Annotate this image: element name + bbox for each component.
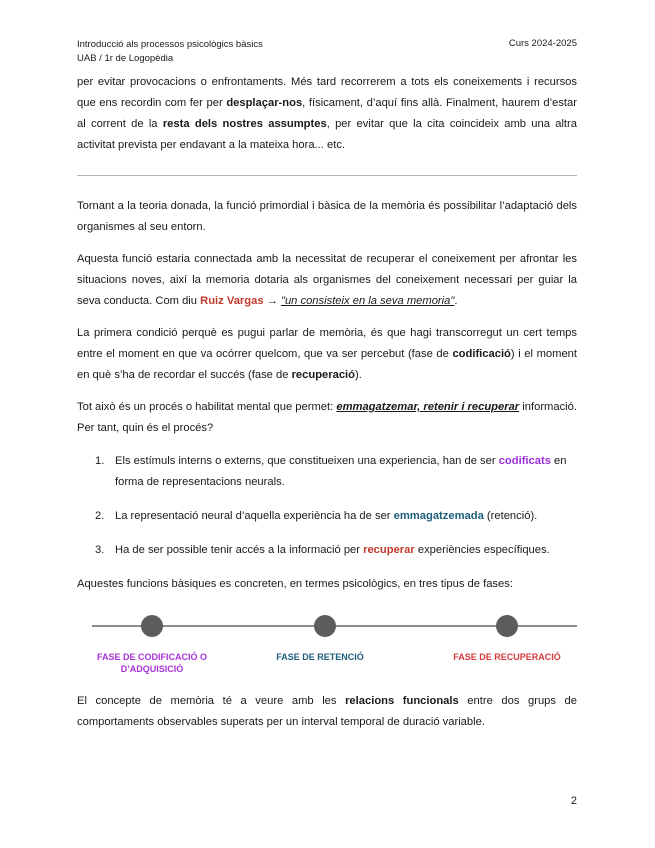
phase-label-retrieval: FASE DE RECUPERACIÓ [453,652,561,662]
paragraph-function [77,249,577,312]
list-number: 2. [95,510,105,522]
text: ). [355,369,362,381]
text: entre dos grups de comportaments observables superats per un interval temporal de duració variable. [77,695,577,728]
phase-label-coding: FASE DE CODIFICACIÓ O D’ADQUISICIÓ [96,652,207,674]
course-year: Curs 2024-2025 [508,38,577,49]
text: Aquesta funció estaria connectada amb la necessitat de recuperar el coneixement per afrontar les situacions noves, així la memoria dotaria als organismes del coneixement necessari per guiar la seva conducta. Com diu [77,253,577,307]
timeline-dot-retention [314,615,336,637]
bold-text: resta dels nostres assumptes [162,118,327,130]
text: La representació neural d’aquella experiència ha de ser [115,510,394,522]
list-item [77,506,577,527]
timeline-dot-coding [141,615,163,637]
text: per evitar provocacions o enfrontaments. Més tard recorrerem a tots els coneixements i recursos que ens recordin com fer per [77,76,577,109]
paragraph-phases: Aquestes funcions bàsiques es concreten, en termes psicològics, en tres tipus de fases: [77,578,513,590]
list-number: 3. [95,544,105,556]
bold-text: relacions funcionals [345,695,459,707]
horizontal-divider [77,175,577,176]
phases-timeline [77,607,577,687]
key-phrase: emmagatzemar, retenir i recuperar [336,401,520,413]
list-item [77,540,577,561]
text: ) i el moment en què s’ha de recordar el succés (fase de [77,348,577,381]
list-number: 1. [95,455,105,467]
text: Ha de ser possible tenir accés a la informació per [115,544,364,556]
course-title: Introducció als processos psicològics bàsics [77,39,263,50]
process-list [77,451,577,561]
bold-text: recuperació [291,369,355,381]
author-name: Ruiz Vargas [200,295,264,307]
key-term: emmagatzemada [393,510,484,522]
paragraph-process [77,397,577,439]
paragraph-intro [77,72,577,156]
key-term: recuperar [363,544,415,556]
key-term: codificats [498,455,551,467]
quote: "un consisteix en la seva memoria" [280,295,455,307]
text: , físicament, d’aquí fins allà. Finalment, haurem d’estar al corrent de la [77,97,577,130]
paragraph-concept [77,691,577,733]
text: experiències específiques. [414,544,550,556]
phase-label-retention: FASE DE RETENCIÓ [276,652,364,662]
text: El concepte de memòria té a veure amb les [77,695,346,707]
list-item [77,451,577,493]
text: en forma de representacions neurals. [115,455,567,488]
bold-text: codificació [452,348,511,360]
paragraph-condition [77,323,577,386]
text: , per evitar que la cita coincideix amb una altra activitat prevista per endavant a la mateixa hora... etc. [77,118,577,151]
paragraph-theory: Tornant a la teoria donada, la funció primordial i bàsica de la memòria és possibilitar l’adaptació dels organismes al seu entorn. [77,200,577,233]
course-subtitle: UAB / 1r de Logopèdia [77,53,174,64]
text: informació. Per tant, quin és el procés? [77,401,577,434]
text: . [454,295,458,307]
bold-text: desplaçar-nos [226,97,303,109]
arrow: → [263,295,281,307]
page-header-left [77,38,263,66]
text: (retenció). [483,510,538,522]
page-number: 2 [570,795,577,807]
text: La primera condició perquè es pugui parlar de memòria, és que hagi transcorregut un cert temps entre el moment en que va ocórrer quelcom, que va ser percebut (fase de [77,327,577,360]
text: Tot això és un procés o habilitat mental que permet: [77,401,337,413]
timeline-dot-retrieval [496,615,518,637]
text: Els estímuls interns o externs, que constitueixen una experiencia, han de ser [115,455,499,467]
page-content [77,72,577,733]
